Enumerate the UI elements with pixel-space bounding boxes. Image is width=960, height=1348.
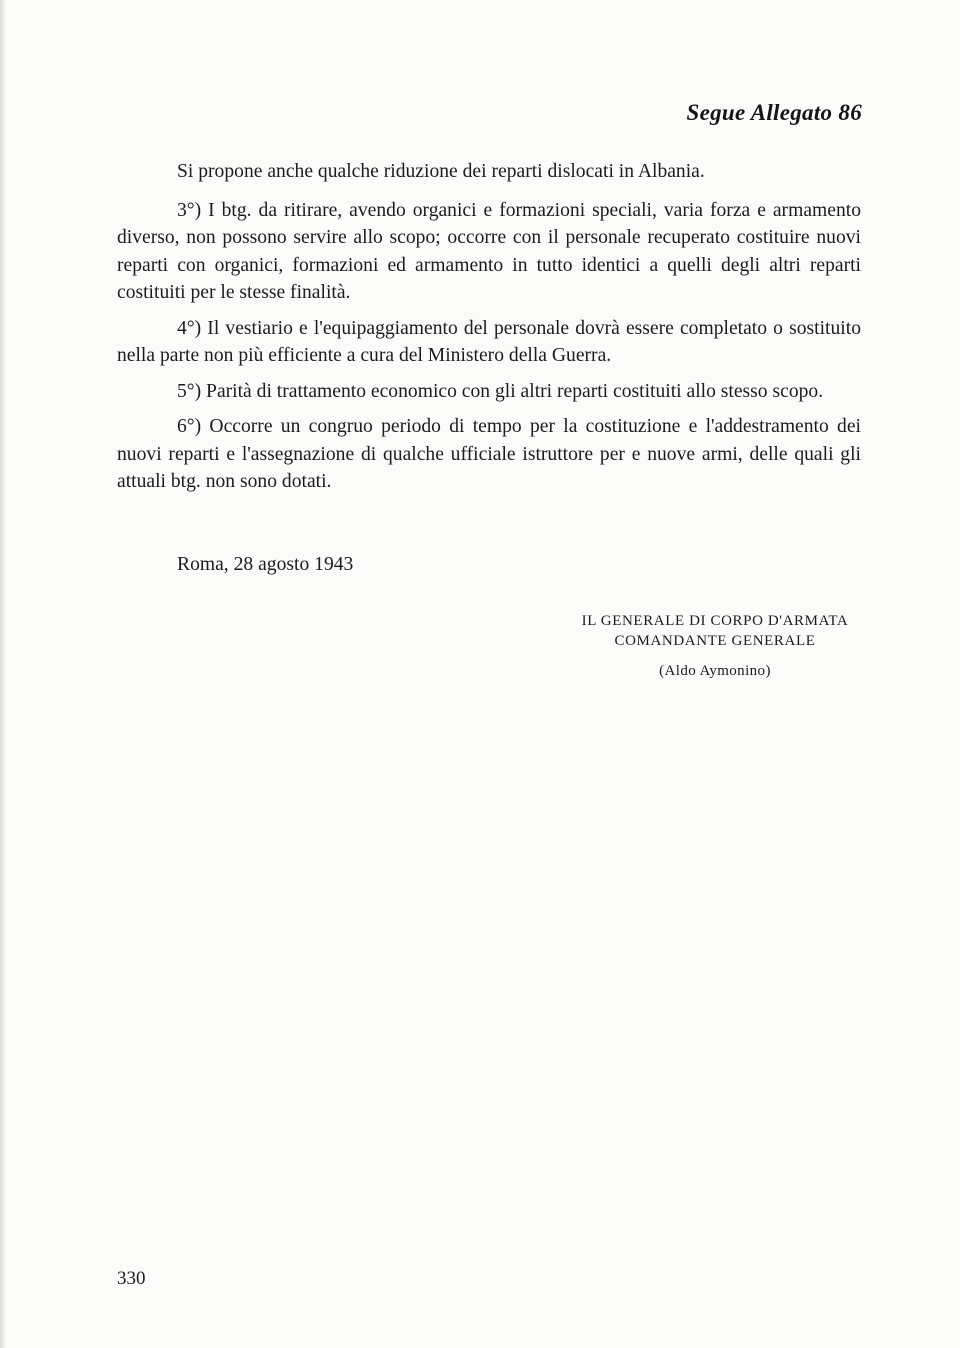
signature-block <box>520 611 910 681</box>
paragraph-point-5: 5°) Parità di trattamento economico con gli altri reparti costituiti allo stesso scopo. <box>177 380 824 402</box>
paragraph-point-4: 4°) Il vestiario e l'equipaggiamento del personale dovrà essere completato o sostituito nella parte non più efficiente a cura del Ministero della Guerra. <box>117 317 861 366</box>
signature-rank: IL GENERALE DI CORPO D'ARMATA <box>581 613 849 629</box>
signature-name: (Aldo Aymonino) <box>659 663 771 679</box>
signature-role: COMANDANTE GENERALE <box>614 633 816 649</box>
paragraph-point-6: 6°) Occorre un congruo periodo di tempo per la costituzione e l'addestramento dei nuovi reparti e l'assegnazione di qualche ufficiale istruttore per e nuove armi, delle quali gli attuali btg. non sono dotati. <box>117 416 861 492</box>
allegato-header: Segue Allegato 86 <box>686 100 862 125</box>
page-number: 330 <box>117 1268 146 1289</box>
paragraph-albania: Si propone anche qualche riduzione dei reparti dislocati in Albania. <box>177 161 705 182</box>
document-date: Roma, 28 agosto 1943 <box>177 554 354 575</box>
page-edge-shadow <box>0 0 6 1348</box>
document-body <box>117 158 861 504</box>
paragraph-point-3: 3°) I btg. da ritirare, avendo organici e formazioni speciali, varia forza e armamento diverso, non possono servire allo scopo; occorre con il personale recuperato costituire nuovi reparti con organici, formazioni ed armamento in tutto identici a quelli degli altri reparti costituiti per le stesse finalità. <box>117 199 861 303</box>
